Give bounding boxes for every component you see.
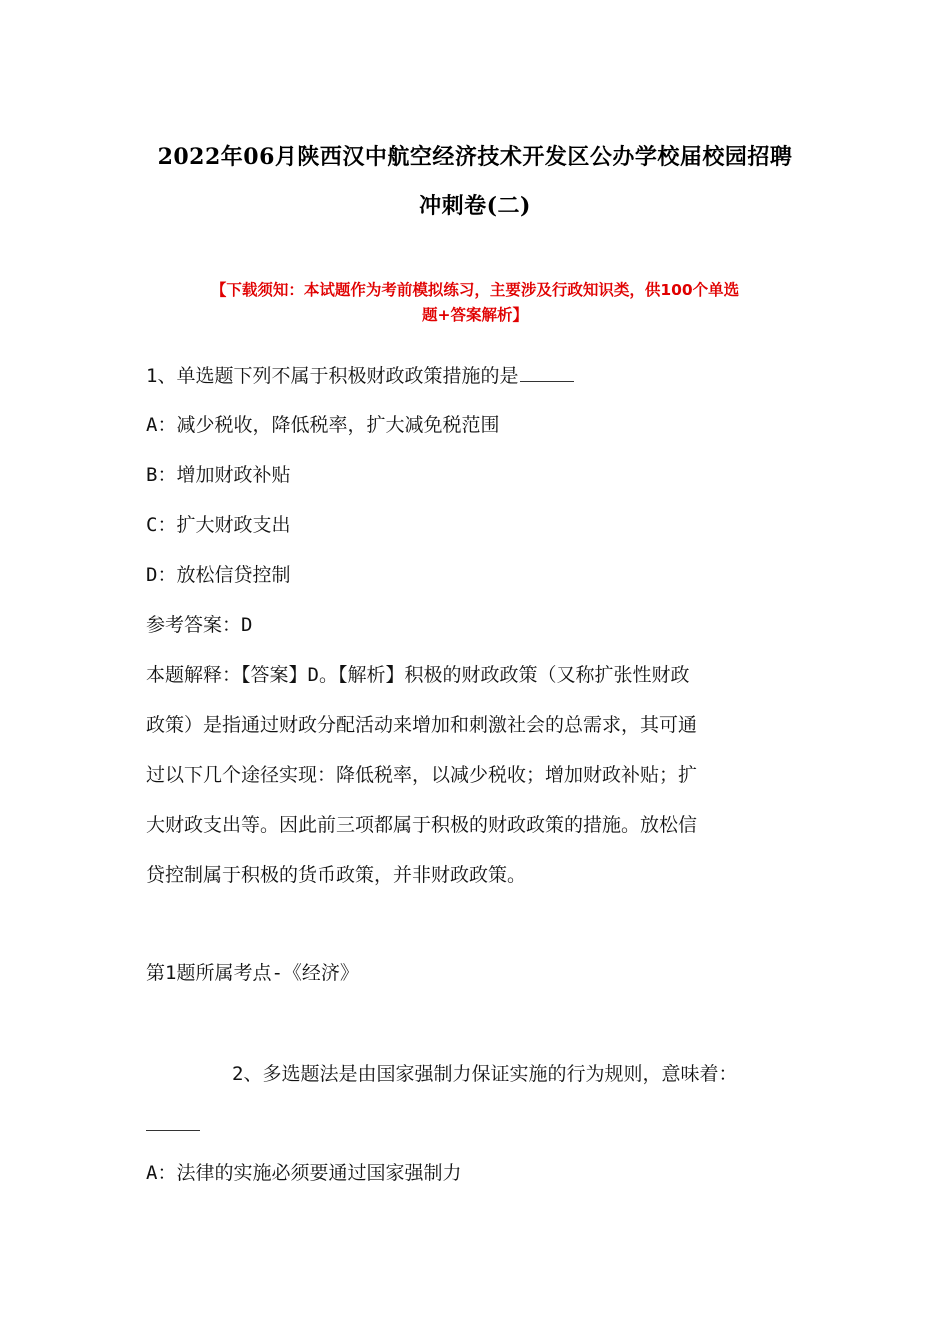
- q1-question-line: [146, 363, 826, 389]
- q1-answer-blank: [520, 363, 574, 382]
- download-notice-line-2: 题+答案解析】: [422, 306, 528, 324]
- q1-topic: 第1题所属考点-《经济》: [146, 962, 359, 984]
- document-title-line-2: 冲刺卷(二): [419, 193, 531, 219]
- q1-question: 1、单选题下列不属于积极财政政策措施的是: [146, 365, 519, 387]
- document-title-line-1: 2022年06月陕西汉中航空经济技术开发区公办学校届校园招聘: [157, 144, 793, 170]
- q1-option-c: C：扩大财政支出: [146, 514, 291, 536]
- q1-reference-answer: 参考答案：D: [146, 614, 253, 636]
- q2-question: 2、多选题法是由国家强制力保证实施的行为规则，意味着：: [232, 1063, 738, 1085]
- q1-option-d: D：放松信贷控制: [146, 564, 291, 586]
- q2-answer-blank: [146, 1130, 200, 1131]
- q2-option-a: A：法律的实施必须要通过国家强制力: [146, 1162, 462, 1184]
- q1-explanation-line: 贷控制属于积极的货币政策，并非财政政策。: [146, 864, 527, 886]
- q1-explanation-line: 过以下几个途径实现：降低税率，以减少税收；增加财政补贴；扩: [146, 764, 698, 786]
- q1-option-b: B：增加财政补贴: [146, 464, 291, 486]
- q1-explanation-line: 政策）是指通过财政分配活动来增加和刺激社会的总需求，其可通: [146, 714, 698, 736]
- q1-explanation-line: 大财政支出等。因此前三项都属于积极的财政政策的措施。放松信: [146, 814, 698, 836]
- download-notice-line-1: 【下载须知：本试题作为考前模拟练习，主要涉及行政知识类，供100个单选: [210, 281, 740, 299]
- q1-explanation-line: 本题解释：【答案】D。【解析】积极的财政政策（又称扩张性财政: [146, 664, 690, 686]
- q1-option-a: A：减少税收，降低税率，扩大减免税范围: [146, 414, 500, 436]
